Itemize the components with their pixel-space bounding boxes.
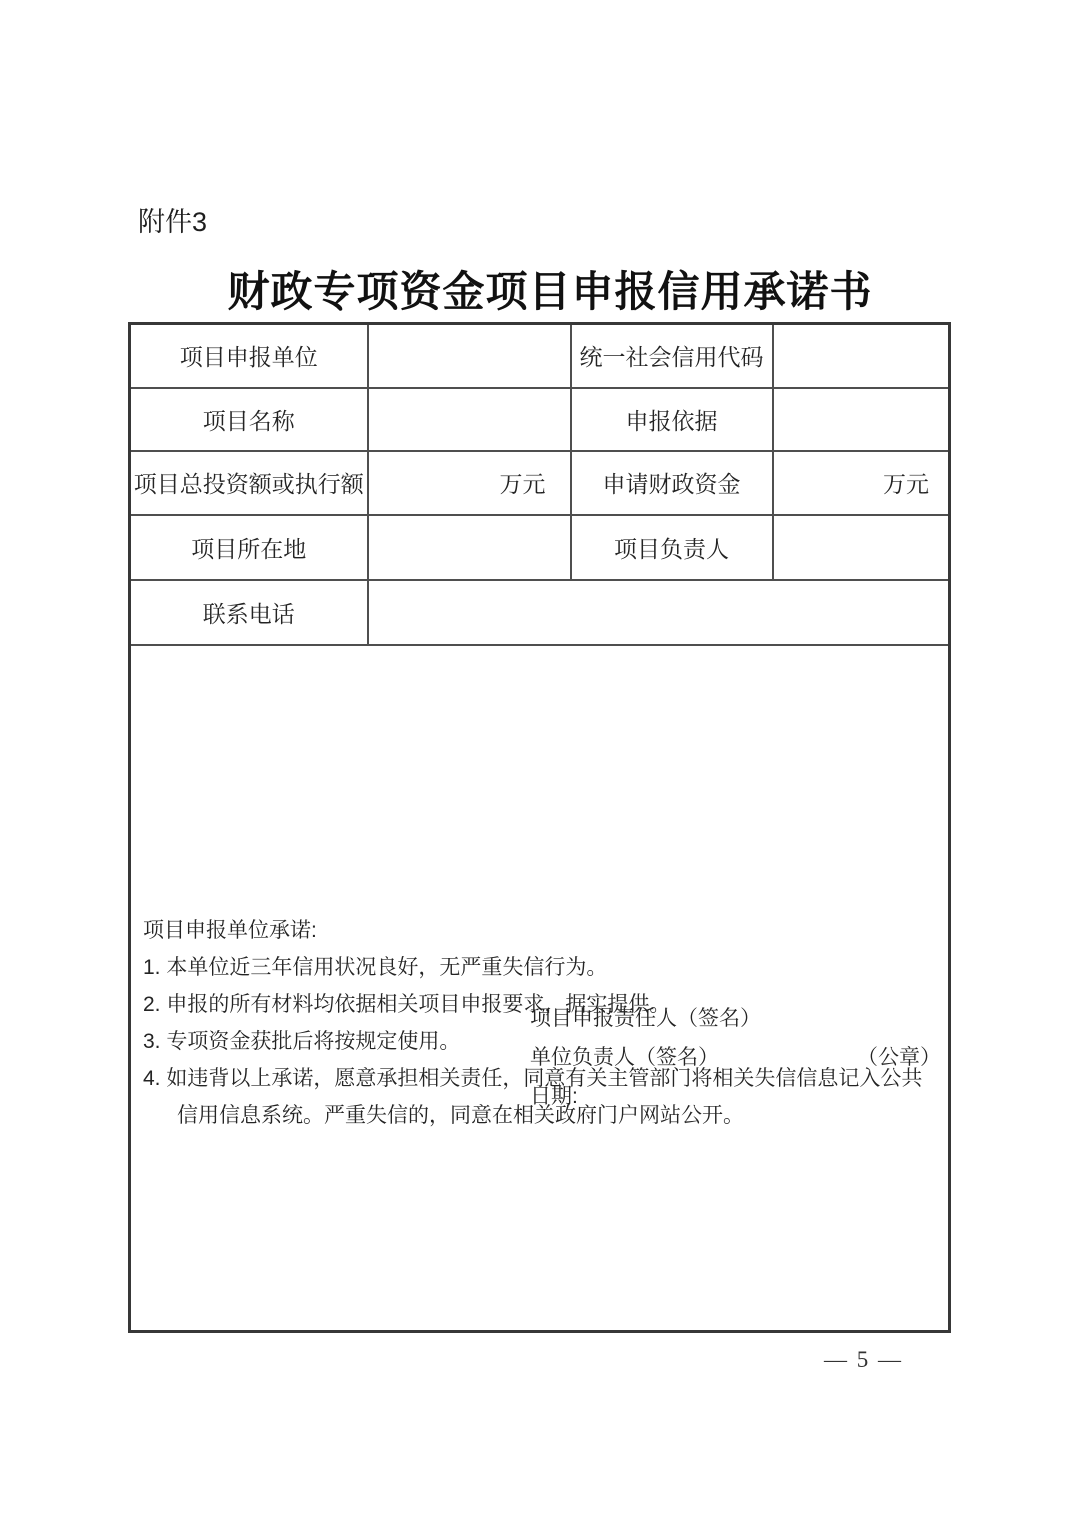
- table-row-location: [130, 515, 950, 580]
- value-project-leader: [773, 515, 950, 580]
- commitment-cell: [130, 645, 950, 1332]
- page-title: 财政专项资金项目申报信用承诺书: [227, 270, 873, 316]
- value-unified-social-credit-code: [773, 324, 950, 388]
- pledge-item-4: 4. 如违背以上承诺，愿意承担相关责任，同意有关主管部门将相关失信信息记入公共信用信息系统。严重失信的，同意在相关政府门户网站公开。: [143, 1066, 923, 1127]
- label-total-investment: 项目总投资额或执行额: [130, 451, 368, 515]
- label-project-applicant-unit: 项目申报单位: [130, 324, 368, 388]
- application-form-table: [128, 322, 951, 1333]
- signature-line-leader: [530, 1038, 941, 1077]
- official-seal-label: （公章）: [857, 1046, 941, 1069]
- signature-line-applicant: 项目申报责任人（签名）: [530, 1007, 761, 1030]
- label-application-basis: 申报依据: [571, 388, 773, 451]
- page-number: — 5 —: [824, 1347, 903, 1372]
- value-project-location: [368, 515, 571, 580]
- commitment-heading: 项目申报单位承诺:: [143, 918, 317, 942]
- value-application-basis: [773, 388, 950, 451]
- label-project-leader: 项目负责人: [571, 515, 773, 580]
- label-project-name: 项目名称: [130, 388, 368, 451]
- label-project-location: 项目所在地: [130, 515, 368, 580]
- pledge-item-1: 1. 本单位近三年信用状况良好，无严重失信行为。: [143, 955, 608, 979]
- table-row-applicant: [130, 324, 950, 388]
- table-row-project-name: [130, 388, 950, 451]
- table-row-contact-phone: [130, 580, 950, 645]
- table-row-commitment: [130, 645, 950, 1332]
- label-requested-fiscal-funds: 申请财政资金: [571, 451, 773, 515]
- value-project-name: [368, 388, 571, 451]
- signature-line-date: 日期:: [530, 1085, 578, 1108]
- unit-requested-fiscal-funds: 万元: [773, 451, 950, 515]
- label-contact-phone: 联系电话: [130, 580, 368, 645]
- attachment-label: 附件3: [138, 207, 208, 237]
- signature-leader-label: 单位负责人（签名）: [530, 1046, 719, 1069]
- unit-total-investment: 万元: [368, 451, 571, 515]
- pledge-item-2: 2. 申报的所有材料均依据相关项目申报要求，据实提供。: [143, 992, 671, 1016]
- pledge-item-3: 3. 专项资金获批后将按规定使用。: [143, 1029, 461, 1053]
- label-unified-social-credit-code: 统一社会信用代码: [571, 324, 773, 388]
- table-row-investment: [130, 451, 950, 515]
- value-project-applicant-unit: [368, 324, 571, 388]
- value-contact-phone: [368, 580, 950, 645]
- signature-block: [530, 999, 941, 1116]
